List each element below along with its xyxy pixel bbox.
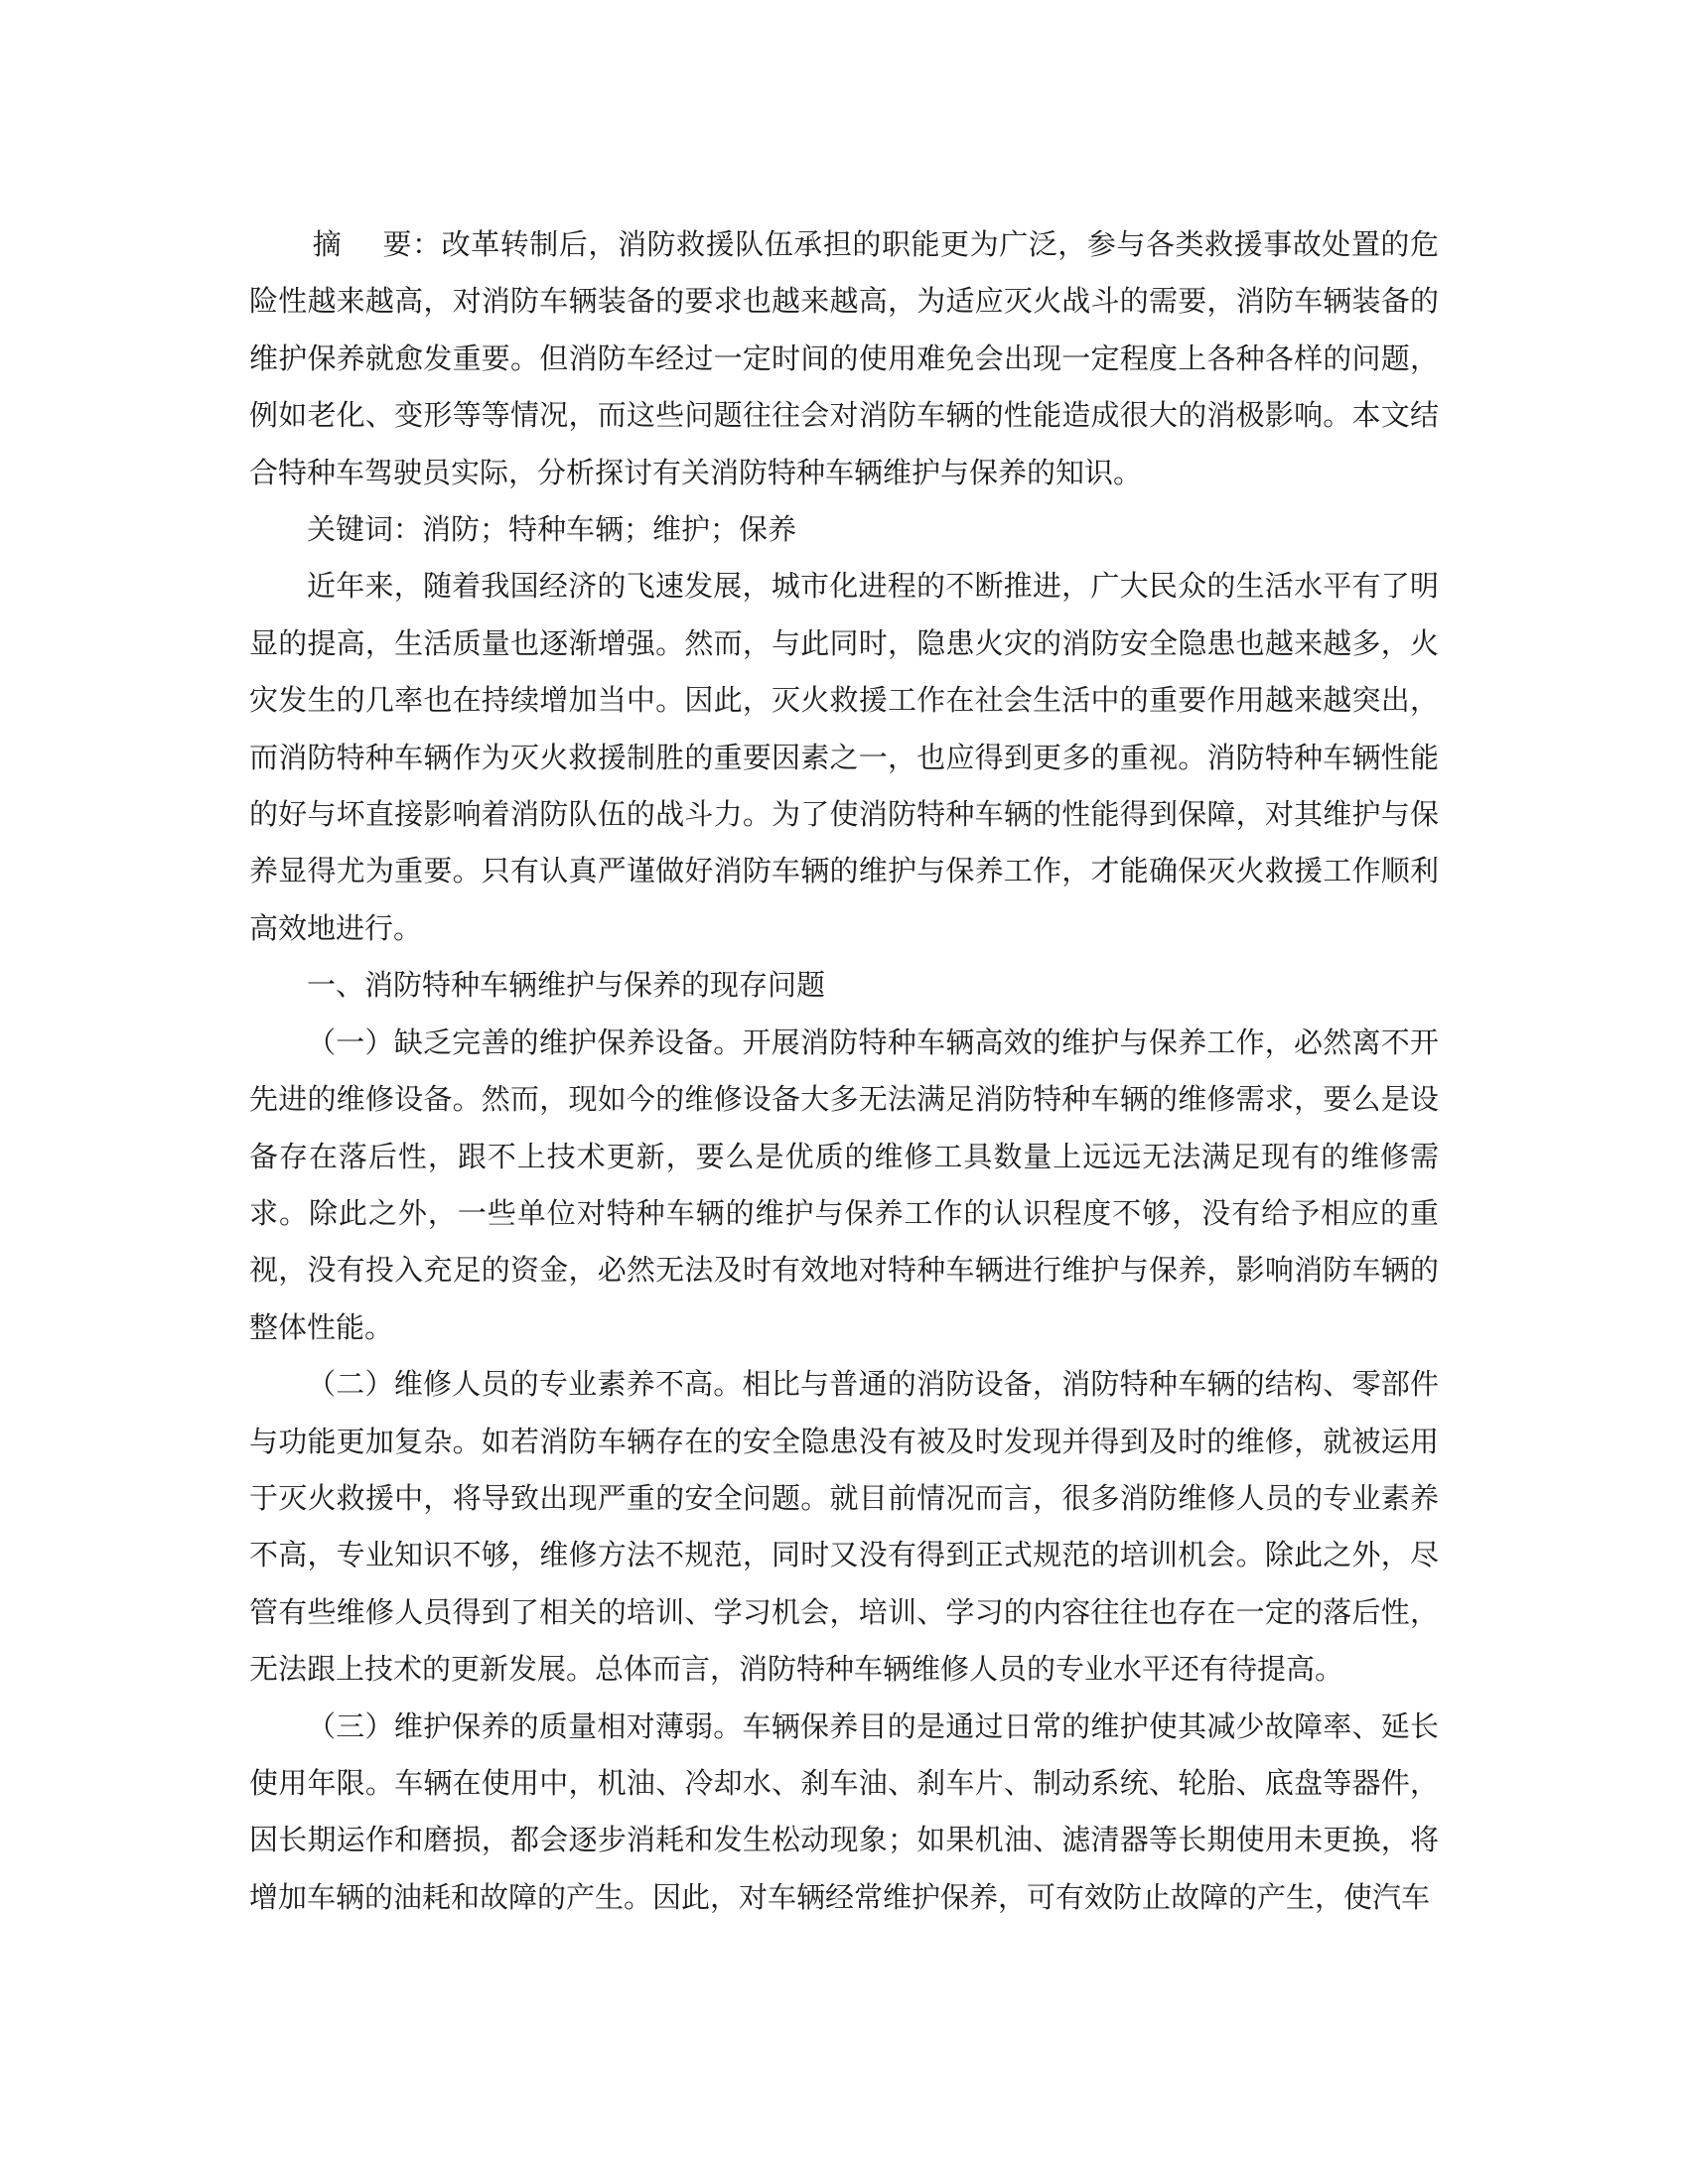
item-paragraph-1: （一）缺乏完善的维护保养设备。开展消防特种车辆高效的维护与保养工作，必然离不开先进的维修设备。然而，现如今的维修设备大多无法满足消防特种车辆的维修需求，要么是设备存在落后性，跟不上技术更新，要么是优质的维修工具数量上远远无法满足现有的维修需求。除此之外，一些单位对特种车辆的维护与保养工作的认识程度不够，没有给予相应的重视，没有投入充足的资金，必然无法及时有效地对特种车辆进行维护与保养，影响消防车辆的整体性能。 <box>249 1024 1439 1344</box>
keywords-line: 关键词：消防；特种车辆；维护；保养 <box>307 512 797 547</box>
section-heading-1: 一、消防特种车辆维护与保养的现存问题 <box>307 968 826 1003</box>
intro-paragraph: 近年来，随着我国经济的飞速发展，城市化进程的不断推进，广大民众的生活水平有了明显的提高，生活质量也逐渐增强。然而，与此同时，隐患火灾的消防安全隐患也越来越多，火灾发生的几率也在持续增加当中。因此，灭火救援工作在社会生活中的重要作用越来越突出，而消防特种车辆作为灭火救援制胜的重要因素之一，也应得到更多的重视。消防特种车辆性能的好与坏直接影响着消防队伍的战斗力。为了使消防特种车辆的性能得到保障，对其维护与保养显得尤为重要。只有认真严谨做好消防车辆的维护与保养工作，才能确保灭火救援工作顺利高效地进行。 <box>249 569 1439 945</box>
abstract-paragraph <box>249 216 1439 501</box>
abstract-label-char2: 要 <box>381 227 413 261</box>
item-paragraph-3: （三）维护保养的质量相对薄弱。车辆保养目的是通过日常的维护使其减少故障率、延长使用年限。车辆在使用中，机油、冷却水、刹车油、刹车片、制动系统、轮胎、底盘等器件，因长期运作和磨损，都会逐步消耗和发生松动现象；如果机油、滤清器等长期使用未更换，将增加车辆的油耗和故障的产生。因此，对车辆经常维护保养，可有效防止故障的产生，使汽车 <box>249 1708 1439 1914</box>
abstract-text: ：改革转制后，消防救援队伍承担的职能更为广泛，参与各类救援事故处置的危险性越来越高，对消防车辆装备的要求也越来越高，为适应灭火战斗的需要，消防车辆装备的维护保养就愈发重要。但消防车经过一定时间的使用难免会出现一定程度上各种各样的问题，例如老化、变形等等情况，而这些问题往往会对消防车辆的性能造成很大的消极影响。本文结合特种车驾驶员实际，分析探讨有关消防特种车辆维护与保养的知识。 <box>249 227 1439 489</box>
abstract-label-char1: 摘 <box>312 227 343 261</box>
item-paragraph-2: （二）维修人员的专业素养不高。相比与普通的消防设备，消防特种车辆的结构、零部件与功能更加复杂。如若消防车辆存在的安全隐患没有被及时发现并得到及时的维修，就被运用于灭火救援中，将导致出现严重的安全问题。就目前情况而言，很多消防维修人员的专业素养不高，专业知识不够，维修方法不规范，同时又没有得到正式规范的培训机会。除此之外，尽管有些维修人员得到了相关的培训、学习机会，培训、学习的内容往往也存在一定的落后性，无法跟上技术的更新发展。总体而言，消防特种车辆维修人员的专业水平还有待提高。 <box>249 1367 1439 1687</box>
document-body <box>249 216 1439 1926</box>
